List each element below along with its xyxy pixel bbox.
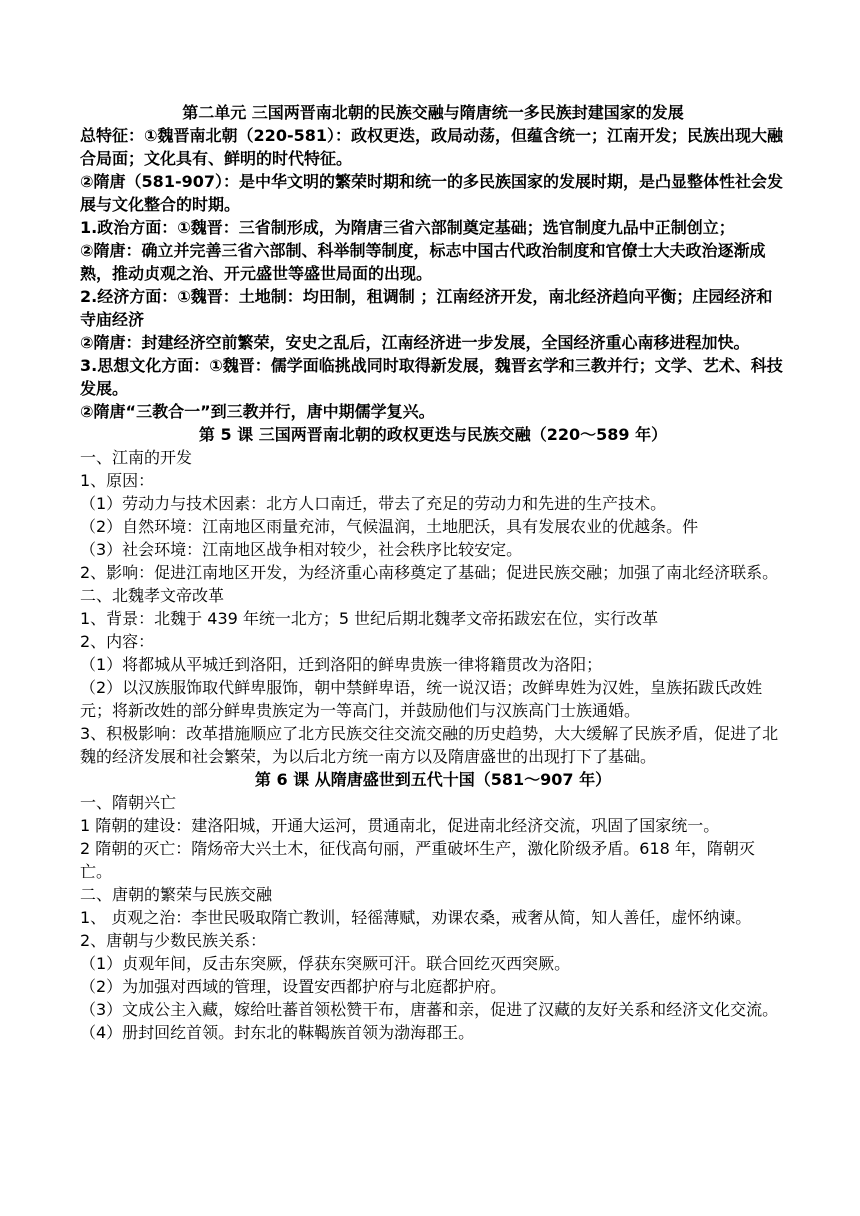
lesson6-line: 2 隋朝的灭亡：隋炀帝大兴土木，征伐高句丽，严重破坏生产，激化阶级矛盾。618 年，隋朝灭亡。 [80, 839, 755, 881]
lesson6-line: 2、唐朝与少数民族关系： [80, 931, 267, 950]
lesson5-line: （2）以汉族服饰取代鲜卑服饰，朝中禁鲜卑语，统一说汉语；改鲜卑姓为汉姓，皇族拓跋氏改姓元；将新改姓的部分鲜卑贵族定为一等高门，并鼓励他们与汉族高门士族通婚。 [80, 678, 763, 720]
lesson5-line: 一、江南的开发 [80, 448, 193, 467]
politics-wei-jin: 1.政治方面：①魏晋：三省制形成，为隋唐三省六部制奠定基础；选官制度九品中正制创立； [80, 218, 735, 237]
lesson5-line: 2、影响：促进江南地区开发，为经济重心南移奠定了基础；促进民族交融；加强了南北经济联系。 [80, 563, 779, 582]
overview-sui-tang: ②隋唐（581-907）：是中华文明的繁荣时期和统一的多民族国家的发展时期，是凸显整体性社会发展与文化整合的时期。 [80, 172, 783, 214]
economy-wei-jin: 2.经济方面：①魏晋：土地制：均田制，租调制 ；江南经济开发，南北经济趋向平衡；庄园经济和寺庙经济 [80, 287, 773, 329]
lesson6-line: （4）册封回纥首领。封东北的靺鞨族首领为渤海郡王。 [80, 1023, 475, 1042]
lesson6-line: （3）文成公主入藏，嫁给吐蕃首领松赞干布，唐蕃和亲，促进了汉藏的友好关系和经济文化交流。 [80, 1000, 779, 1019]
culture-sui-tang: ②隋唐“三教合一”到三教并行，唐中期儒学复兴。 [80, 402, 435, 421]
lesson5-line: （3）社会环境：江南地区战争相对较少，社会秩序比较安定。 [80, 540, 523, 559]
lesson5-line: （2）自然环境：江南地区雨量充沛，气候温润，土地肥沃，具有发展农业的优越条。件 [80, 517, 699, 536]
economy-sui-tang: ②隋唐：封建经济空前繁荣，安史之乱后，江南经济进一步发展，全国经济重心南移进程加快。 [80, 333, 750, 352]
unit-title: 第二单元 三国两晋南北朝的民族交融与隋唐统一多民族封建国家的发展 [182, 103, 684, 122]
lesson5-line: 1、背景：北魏于 439 年统一北方；5 世纪后期北魏孝文帝拓跋宏在位，实行改革 [80, 609, 659, 628]
lesson5-line: （1）劳动力与技术因素：北方人口南迁，带去了充足的劳动力和先进的生产技术。 [80, 494, 667, 513]
lesson5-line: 1、原因： [80, 471, 155, 490]
document-page [80, 101, 786, 1044]
culture-wei-jin: 3.思想文化方面：①魏晋：儒学面临挑战同时取得新发展，魏晋玄学和三教并行；文学、艺术、科技发展。 [80, 356, 783, 398]
lesson5-line: 2、内容： [80, 632, 155, 651]
overview-wei-jin: 总特征：①魏晋南北朝（220-581）：政权更迭，政局动荡，但蕴含统一；江南开发；民族出现大融合局面；文化具有、鲜明的时代特征。 [80, 126, 783, 168]
lesson5-line: （1）将都城从平城迁到洛阳，迁到洛阳的鲜卑贵族一律将籍贯改为洛阳； [80, 655, 603, 674]
lesson5-title: 第 5 课 三国两晋南北朝的政权更迭与民族交融（220～589 年） [198, 425, 668, 444]
lesson6-line: （1）贞观年间，反击东突厥，俘获东突厥可汗。联合回纥灭西突厥。 [80, 954, 571, 973]
lesson6-line: 二、唐朝的繁荣与民族交融 [80, 885, 273, 904]
lesson5-line: 3、积极影响：改革措施顺应了北方民族交往交流交融的历史趋势，大大缓解了民族矛盾，促进了北魏的经济发展和社会繁荣，为以后北方统一南方以及隋唐盛世的出现打下了基础。 [80, 724, 779, 766]
lesson6-line: 1 隋朝的建设：建洛阳城，开通大运河，贯通南北，促进南北经济交流，巩固了国家统一。 [80, 816, 720, 835]
lesson6-title: 第 6 课 从隋唐盛世到五代十国（581～907 年） [254, 770, 612, 789]
lesson6-line: 一、隋朝兴亡 [80, 793, 177, 812]
lesson6-line: （2）为加强对西域的管理，设置安西都护府与北庭都护府。 [80, 977, 507, 996]
lesson6-line: 1、 贞观之治：李世民吸取隋亡教训，轻徭薄赋，劝课农桑，戒奢从简，知人善任，虚怀纳谏。 [80, 908, 752, 927]
politics-sui-tang: ②隋唐：确立并完善三省六部制、科举制等制度，标志中国古代政治制度和官僚士大夫政治逐渐成熟，推动贞观之治、开元盛世等盛世局面的出现。 [80, 241, 766, 283]
lesson5-line: 二、北魏孝文帝改革 [80, 586, 225, 605]
